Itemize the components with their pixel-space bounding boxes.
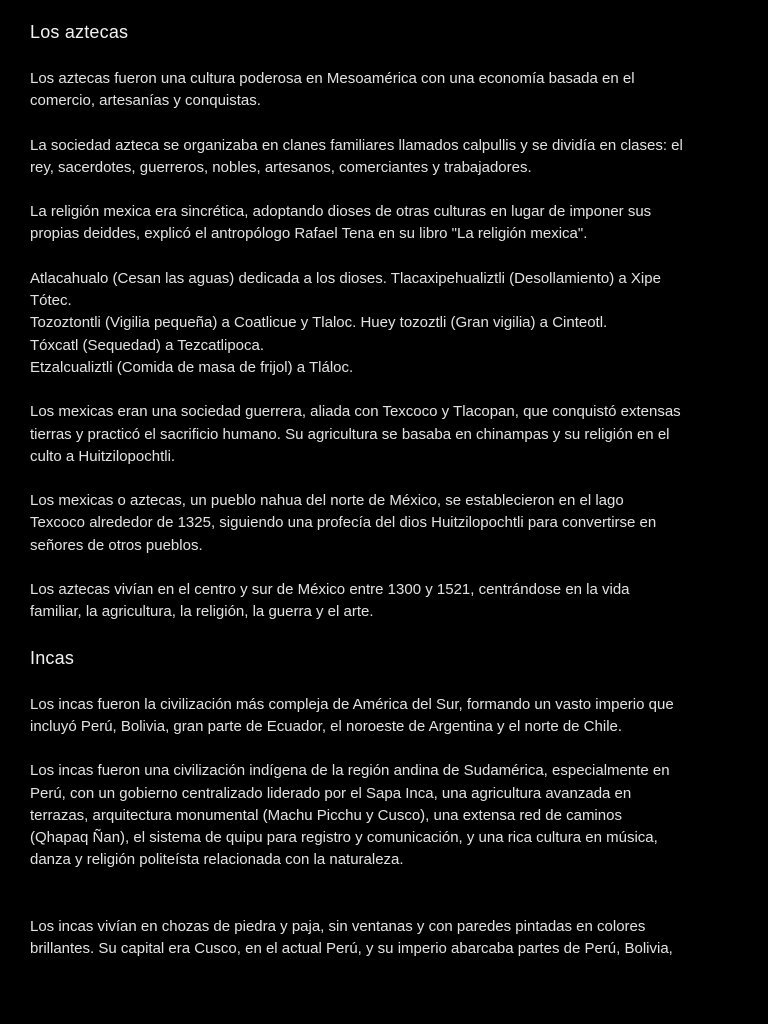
paragraph: Los mexicas o aztecas, un pueblo nahua del norte de México, se establecieron en el lago Texcoco alrededor de 1325, siguiendo una profecía del dios Huitzilopochtli para convertirse en señores de otros pueblos. [30,492,657,554]
section-incas [30,646,740,961]
paragraph: Los incas fueron la civilización más compleja de América del Sur, formando un vasto imperio que incluyó Perú, Bolivia, gran parte de Ecuador, el noroeste de Argentina y el norte de Chile. [30,695,674,735]
paragraph: La sociedad azteca se organizaba en clanes familiares llamados calpullis y se dividía en clases: el rey, sacerdotes, guerreros, nobles, artesanos, comerciantes y trabajadores. [30,136,683,176]
paragraph: Los incas fueron una civilización indígena de la región andina de Sudamérica, especialmente en Perú, con un gobierno centralizado liderado por el Sapa Inca, una agricultura avanzada en terrazas, arquitectura monumental (Machu Picchu y Cusco), una extensa red de caminos (Qhapaq Ñan), el sistema de quipu para registro y comunicación, y una rica cultura en música, danza y religión politeísta relacionada con la naturaleza. [30,762,670,869]
paragraph: Los mexicas eran una sociedad guerrera, aliada con Texcoco y Tlacopan, que conquistó extensas tierras y practicó el sacrificio humano. Su agricultura se basaba en chinampas y su religión en el culto a Huitzilopochtli. [30,403,681,465]
paragraph: La religión mexica era sincrética, adoptando dioses de otras culturas en lugar de imponer sus propias deiddes, explicó el antropólogo Rafael Tena en su libro "La religión mexica". [30,203,652,243]
paragraph: Los aztecas fueron una cultura poderosa en Mesoamérica con una economía basada en el comercio, artesanías y conquistas. [30,70,635,110]
section-heading: Incas [30,647,75,668]
section-aztecas [30,20,740,624]
paragraph: Atlacahualo (Cesan las aguas) dedicada a los dioses. Tlacaxipehualiztli (Desollamiento) a Xipe Tótec. Tozoztontli (Vigilia pequeña) a Coatlicue y Tlaloc. Huey tozoztli (Gran vigilia) a Cinteotl. Tóxcatl (Sequedad) a Tezcatlipoca. Etzalcualiztli (Comida de masa de frijol) a Tláloc. [30,269,661,376]
section-heading: Los aztecas [30,22,129,42]
paragraph: Los incas vivían en chozas de piedra y paja, sin ventanas y con paredes pintadas en colores brillantes. Su capital era Cusco, en el actual Perú, y su imperio abarcaba partes de Perú, Bolivia, [30,917,673,958]
paragraph: Los aztecas vivían en el centro y sur de México entre 1300 y 1521, centrándose en la vida familiar, la agricultura, la religión, la guerra y el arte. [30,581,630,621]
